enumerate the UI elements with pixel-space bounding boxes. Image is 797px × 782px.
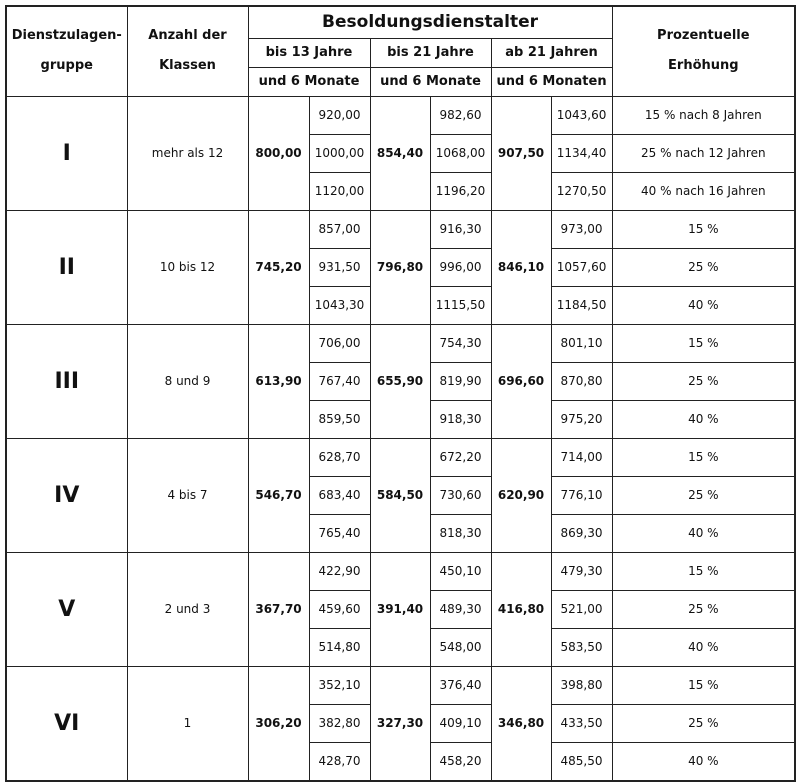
period-2-value: 982,60	[430, 96, 491, 134]
period-1-value: 857,00	[309, 210, 370, 248]
period-3-value: 975,20	[551, 400, 612, 438]
period-1-value: 428,70	[309, 742, 370, 781]
period-3-value: 1057,60	[551, 248, 612, 286]
header-gruppe-line2: gruppe	[40, 58, 93, 74]
percent-increase: 40 % nach 16 Jahren	[612, 172, 795, 210]
header-period-1-line2: und 6 Monate	[248, 67, 370, 96]
period-2-value: 818,30	[430, 514, 491, 552]
table-row	[6, 210, 795, 248]
period-3-base: 346,80	[491, 666, 551, 781]
period-1-value: 514,80	[309, 628, 370, 666]
period-1-base: 800,00	[248, 96, 309, 210]
period-1-base: 613,90	[248, 324, 309, 438]
header-period-2-line2: und 6 Monate	[370, 67, 491, 96]
header-gruppe-line1: Dienstzulagen-	[11, 28, 122, 44]
period-3-value: 973,00	[551, 210, 612, 248]
percent-increase: 15 %	[612, 210, 795, 248]
period-1-value: 859,50	[309, 400, 370, 438]
header-period-2-line1: bis 21 Jahre	[370, 38, 491, 67]
period-2-value: 450,10	[430, 552, 491, 590]
period-2-value: 916,30	[430, 210, 491, 248]
period-3-value: 521,00	[551, 590, 612, 628]
period-2-value: 819,90	[430, 362, 491, 400]
group-name: V	[6, 552, 127, 666]
header-besoldungsdienstalter: Besoldungsdienstalter	[248, 6, 612, 38]
header-prozent	[612, 6, 795, 96]
percent-increase: 40 %	[612, 286, 795, 324]
period-1-value: 382,80	[309, 704, 370, 742]
group-klassen: mehr als 12	[127, 96, 248, 210]
period-1-value: 1120,00	[309, 172, 370, 210]
period-1-value: 706,00	[309, 324, 370, 362]
period-1-value: 459,60	[309, 590, 370, 628]
period-2-value: 1068,00	[430, 134, 491, 172]
group-klassen: 1	[127, 666, 248, 781]
table-row	[6, 96, 795, 134]
period-2-value: 754,30	[430, 324, 491, 362]
period-3-value: 485,50	[551, 742, 612, 781]
period-3-value: 398,80	[551, 666, 612, 704]
period-3-value: 870,80	[551, 362, 612, 400]
group-klassen: 2 und 3	[127, 552, 248, 666]
period-3-value: 714,00	[551, 438, 612, 476]
period-2-base: 655,90	[370, 324, 430, 438]
table-row	[6, 324, 795, 362]
percent-increase: 25 %	[612, 590, 795, 628]
period-2-value: 996,00	[430, 248, 491, 286]
percent-increase: 40 %	[612, 742, 795, 781]
group-name: III	[6, 324, 127, 438]
salary-table	[5, 5, 796, 782]
period-3-base: 620,90	[491, 438, 551, 552]
period-2-value: 458,20	[430, 742, 491, 781]
table-row	[6, 552, 795, 590]
percent-increase: 40 %	[612, 628, 795, 666]
period-3-value: 776,10	[551, 476, 612, 514]
period-1-value: 765,40	[309, 514, 370, 552]
table-header	[6, 6, 795, 96]
period-2-base: 327,30	[370, 666, 430, 781]
header-klassen-line1: Anzahl der	[148, 28, 227, 44]
period-3-value: 1134,40	[551, 134, 612, 172]
period-2-value: 672,20	[430, 438, 491, 476]
percent-increase: 15 %	[612, 666, 795, 704]
period-3-value: 1270,50	[551, 172, 612, 210]
period-1-value: 767,40	[309, 362, 370, 400]
period-1-value: 1043,30	[309, 286, 370, 324]
group-klassen: 10 bis 12	[127, 210, 248, 324]
period-2-value: 376,40	[430, 666, 491, 704]
period-3-value: 583,50	[551, 628, 612, 666]
period-1-base: 367,70	[248, 552, 309, 666]
table-body	[6, 96, 795, 781]
period-2-value: 1115,50	[430, 286, 491, 324]
period-3-value: 801,10	[551, 324, 612, 362]
period-2-base: 796,80	[370, 210, 430, 324]
percent-increase: 25 % nach 12 Jahren	[612, 134, 795, 172]
period-2-base: 854,40	[370, 96, 430, 210]
period-1-value: 1000,00	[309, 134, 370, 172]
table-row	[6, 438, 795, 476]
period-2-base: 584,50	[370, 438, 430, 552]
group-klassen: 8 und 9	[127, 324, 248, 438]
period-2-value: 489,30	[430, 590, 491, 628]
header-prozent-line1: Prozentuelle	[657, 28, 750, 44]
period-3-base: 416,80	[491, 552, 551, 666]
percent-increase: 25 %	[612, 362, 795, 400]
period-2-value: 548,00	[430, 628, 491, 666]
percent-increase: 15 %	[612, 438, 795, 476]
period-3-value: 869,30	[551, 514, 612, 552]
period-3-base: 907,50	[491, 96, 551, 210]
percent-increase: 25 %	[612, 248, 795, 286]
header-klassen-line2: Klassen	[159, 58, 216, 74]
period-3-value: 1043,60	[551, 96, 612, 134]
group-name: II	[6, 210, 127, 324]
period-1-value: 920,00	[309, 96, 370, 134]
period-1-base: 306,20	[248, 666, 309, 781]
group-name: IV	[6, 438, 127, 552]
period-3-base: 846,10	[491, 210, 551, 324]
header-period-1-line1: bis 13 Jahre	[248, 38, 370, 67]
period-2-value: 730,60	[430, 476, 491, 514]
period-2-value: 1196,20	[430, 172, 491, 210]
period-3-value: 1184,50	[551, 286, 612, 324]
percent-increase: 15 %	[612, 324, 795, 362]
period-1-value: 931,50	[309, 248, 370, 286]
period-1-value: 628,70	[309, 438, 370, 476]
group-name: VI	[6, 666, 127, 781]
percent-increase: 25 %	[612, 704, 795, 742]
header-period-3-line2: und 6 Monaten	[491, 67, 612, 96]
group-klassen: 4 bis 7	[127, 438, 248, 552]
header-klassen	[127, 6, 248, 96]
period-3-value: 479,30	[551, 552, 612, 590]
period-1-value: 683,40	[309, 476, 370, 514]
period-2-value: 409,10	[430, 704, 491, 742]
percent-increase: 40 %	[612, 400, 795, 438]
header-gruppe	[6, 6, 127, 96]
period-3-base: 696,60	[491, 324, 551, 438]
period-1-value: 352,10	[309, 666, 370, 704]
percent-increase: 40 %	[612, 514, 795, 552]
percent-increase: 15 %	[612, 552, 795, 590]
group-name: I	[6, 96, 127, 210]
table-row	[6, 666, 795, 704]
period-1-value: 422,90	[309, 552, 370, 590]
period-2-base: 391,40	[370, 552, 430, 666]
header-prozent-line2: Erhöhung	[668, 58, 739, 74]
period-2-value: 918,30	[430, 400, 491, 438]
period-1-base: 745,20	[248, 210, 309, 324]
header-period-3-line1: ab 21 Jahren	[491, 38, 612, 67]
period-1-base: 546,70	[248, 438, 309, 552]
percent-increase: 15 % nach 8 Jahren	[612, 96, 795, 134]
period-3-value: 433,50	[551, 704, 612, 742]
percent-increase: 25 %	[612, 476, 795, 514]
